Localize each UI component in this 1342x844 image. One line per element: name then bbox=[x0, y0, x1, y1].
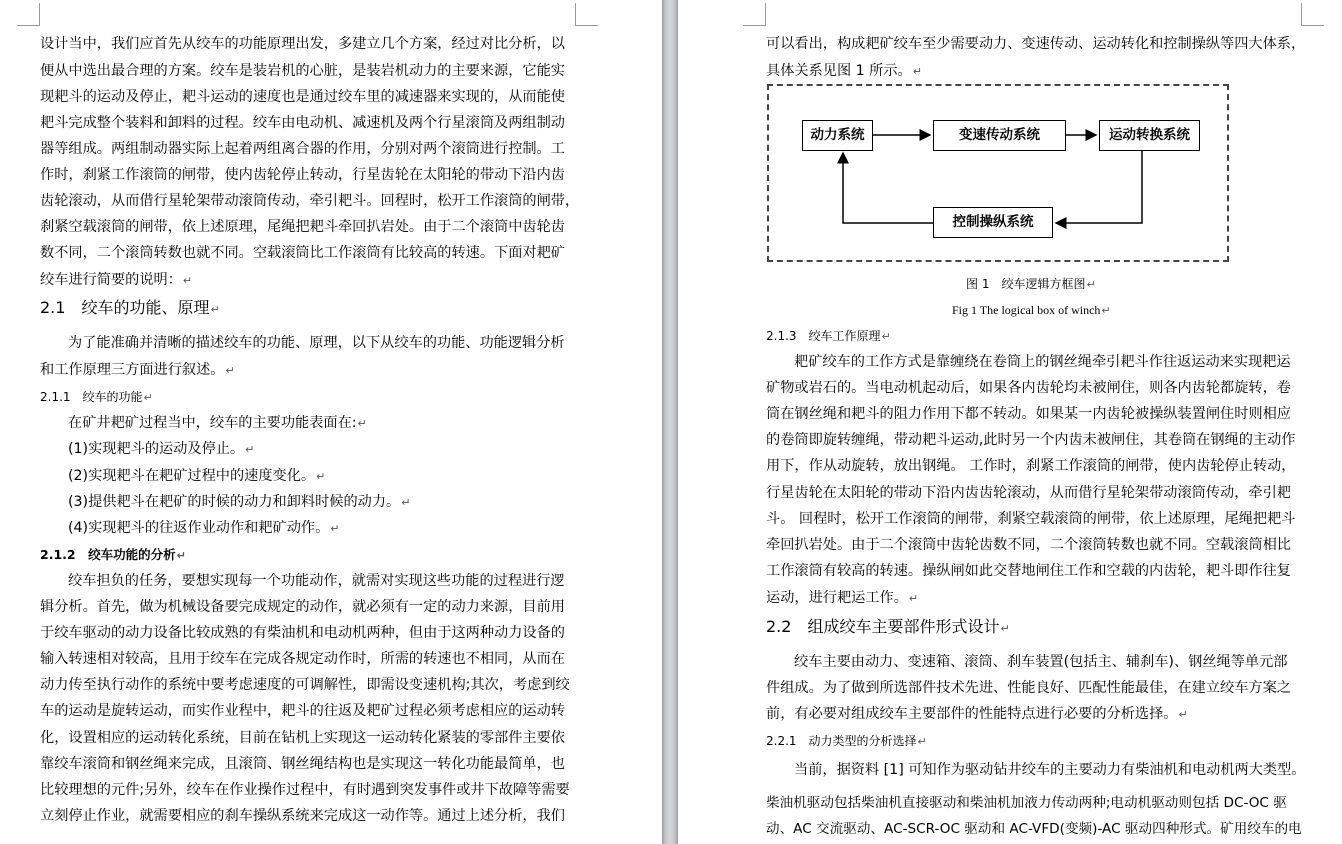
subsection-heading: 2.1.2 绞车功能的分析↵ bbox=[40, 547, 186, 562]
body-text-line: 绞车担负的任务，要想实现每一个功能动作，就需对实现这些功能的过程进行逻 bbox=[68, 573, 565, 589]
page-corner-mark bbox=[1301, 3, 1324, 26]
body-text-line: 可以看出，构成耙矿绞车至少需要动力、变速传动、运动转化和控制操纵等四大体系， bbox=[766, 36, 1306, 52]
body-text-line: 牵回扒岩处。由于二个滚筒中齿轮齿数不同，二个滚筒转数也就不同。空载滚筒相比 bbox=[766, 537, 1291, 553]
body-text-line: 化，设置相应的运动转化系统，目前在钻机上实现这一运动转化紧装的零部件主要依 bbox=[40, 730, 565, 746]
logic-block-diagram bbox=[767, 84, 1229, 262]
body-text-line: 耙矿绞车的工作方式是靠缠绕在卷筒上的钢丝绳牵引耙斗作往返运动来实现耙运 bbox=[794, 354, 1291, 370]
page-corner-mark bbox=[743, 3, 766, 26]
section-heading: 2.2 组成绞车主要部件形式设计↵ bbox=[766, 617, 1010, 636]
body-text-line: 和工作原理三方面进行叙述。↵ bbox=[40, 362, 235, 378]
body-text-line: 柴油机驱动包括柴油机直接驱动和柴油机加液力传动两种;电动机驱动则包括 DC-OC 驱 bbox=[766, 795, 1287, 811]
body-text-line: 筒在钢丝绳和耙斗的阻力作用下都不转动。如果某一内齿轮被操纵装置闸住时则相应 bbox=[766, 406, 1291, 422]
box-transmission-system: 变速传动系统 bbox=[933, 120, 1066, 151]
body-text-line: 件组成。为了做到所选部件技术先进、性能良好、匹配性能最佳，在建立绞车方案之 bbox=[766, 680, 1291, 696]
body-text-line: 运动，进行耙运工作。↵ bbox=[766, 590, 919, 606]
list-item: (2)实现耙斗在耙矿过程中的速度变化。↵ bbox=[68, 468, 326, 484]
body-text-line: 设计当中，我们应首先从绞车的功能原理出发，多建立几个方案，经过对比分析，以 bbox=[40, 36, 565, 52]
body-text-line: 辑分析。首先，做为机械设备要完成规定的动作，就必须有一定的动力来源，目前用 bbox=[40, 599, 565, 615]
list-item: (4)实现耙斗的往返作业动作和耙矿动作。↵ bbox=[68, 520, 340, 536]
document-page-left bbox=[0, 0, 662, 844]
body-text-line: 工作滚筒有较高的转速。操纵闸如此交替地闸住工作和空载的内齿轮，耙斗即作往复 bbox=[766, 563, 1291, 579]
body-text-line: 于绞车驱动的动力设备比较成熟的有柴油机和电动机两种，但由于这两种动力设备的 bbox=[40, 625, 565, 641]
body-text-line: 具体关系见图 1 所示。↵ bbox=[766, 63, 922, 79]
body-text-line: 便从中选出最合理的方案。绞车是装岩机的心脏，是装岩机动力的主要来源，它能实 bbox=[40, 63, 565, 79]
body-text-line: 绞车主要由动力、变速箱、滚筒、刹车装置(包括主、辅刹车)、钢丝绳等单元部 bbox=[794, 654, 1288, 670]
body-text-line: 当前，据资料 [1] 可知作为驱动钻井绞车的主要动力有柴油机和电动机两大类型。 bbox=[794, 762, 1306, 778]
page-corner-mark bbox=[575, 3, 598, 26]
body-text-line: 前，有必要对组成绞车主要部件的性能特点进行必要的分析选择。↵ bbox=[766, 706, 1188, 722]
body-text-line: 行星齿轮在太阳轮的带动下沿内齿齿轮滚动，从而借行星轮架带动滚筒传动，牵引耙 bbox=[766, 485, 1291, 501]
body-text-line: 斗。 回程时，松开工作滚筒的闸带，刹紧空载滚筒的闸带，依上述原理，尾绳把耙斗 bbox=[766, 511, 1296, 527]
list-item: (3)提供耙斗在耙矿的时候的动力和卸料时候的动力。↵ bbox=[68, 494, 411, 510]
body-text-line: 立刻停止作业，就需要相应的刹车操纵系统来完成这一动作等。通过上述分析，我们 bbox=[40, 808, 565, 824]
body-text-line: 刹紧空载滚筒的闸带，依上述原理，尾绳把耙斗牵回扒岩处。由于二个滚筒中齿轮齿 bbox=[40, 219, 565, 235]
body-text-line: 绞车进行简要的说明：↵ bbox=[40, 272, 193, 288]
body-text-line: 动力传至执行动作的系统中要考虑速度的可调解性，即需设变速机构;其次，考虑到绞 bbox=[40, 677, 570, 693]
page-corner-mark bbox=[17, 3, 40, 26]
list-item: (1)实现耙斗的运动及停止。↵ bbox=[68, 441, 255, 457]
body-text-line: 作时，刹紧工作滚筒的闸带，使内齿轮停止转动，行星齿轮在太阳轮的带动下沿内齿 bbox=[40, 167, 565, 183]
body-text-line: 用下，作从动旋转，放出钢绳。 工作时，刹紧工作滚筒的闸带，使内齿轮停止转动， bbox=[766, 458, 1296, 474]
subsection-heading: 2.1.3 绞车工作原理↵ bbox=[766, 329, 891, 343]
body-text-line: 输入转速相对较高，且用于绞车在完成各规定动作时，所需的转速也不相同，从而在 bbox=[40, 651, 565, 667]
body-text-line: 比较理想的元件;另外，绞车在作业操作过程中，有时遇到突发事件或井下故障等需要 bbox=[40, 782, 570, 798]
body-text-line: 动、AC 交流驱动、AC-SCR-OC 驱动和 AC-VFD(变频)-AC 驱动四种形式。矿用绞车的电 bbox=[766, 821, 1302, 837]
body-text-line: 在矿井耙矿过程当中，绞车的主要功能表面在:↵ bbox=[68, 415, 367, 431]
body-text-line: 矿物或岩石的。当电动机起动后，如果各内齿轮均未被闸住，则各内齿轮都旋转，卷 bbox=[766, 380, 1291, 396]
body-text-line: 靠绞车滚筒和钢丝绳来完成，且滚筒、钢丝绳结构也是实现这一转化功能最简单，也 bbox=[40, 756, 565, 772]
arrow-motion-to-control bbox=[1056, 150, 1142, 223]
section-heading: 2.1 绞车的功能、原理↵ bbox=[40, 298, 220, 317]
body-text-line: 器等组成。两组制动器实际上起着两组离合器的作用，分别对两个滚筒进行控制。工 bbox=[40, 141, 565, 157]
arrow-control-to-power bbox=[843, 153, 933, 223]
page-gutter bbox=[662, 0, 678, 844]
body-text-line: 耙斗完成整个装料和卸料的过程。绞车由电动机、减速机及两个行星滚筒及两组制动 bbox=[40, 115, 565, 131]
body-text-line: 现耙斗的运动及停止，耙斗运动的速度也是通过绞车里的减速器来实现的，从而能使 bbox=[40, 89, 565, 105]
box-motion-conversion-system: 运动转换系统 bbox=[1099, 120, 1200, 151]
subsection-heading: 2.2.1 动力类型的分析选择↵ bbox=[766, 734, 927, 748]
body-text-line: 数不同，二个滚筒转数也就不同。空载滚筒比工作滚筒有比较高的转速。下面对耙矿 bbox=[40, 245, 565, 261]
figure-caption-en: Fig 1 The logical box of winch↵ bbox=[952, 303, 1111, 317]
subsection-heading: 2.1.1 绞车的功能↵ bbox=[40, 390, 153, 404]
box-power-system: 动力系统 bbox=[802, 120, 873, 151]
figure-caption-cn: 图 1 绞车逻辑方框图↵ bbox=[966, 277, 1096, 291]
box-control-system: 控制操纵系统 bbox=[933, 207, 1053, 238]
body-text-line: 为了能准确并清晰的描述绞车的功能、原理，以下从绞车的功能、功能逻辑分析 bbox=[68, 335, 565, 351]
body-text-line: 车的运动是旋转运动，而实作业程中，耙斗的往返及耙矿过程必须考虑相应的运动转 bbox=[40, 703, 565, 719]
body-text-line: 的卷筒即旋转缠绳，带动耙斗运动,此时另一个内齿未被闸住，其卷筒在钢绳的主动作 bbox=[766, 432, 1296, 448]
body-text-line: 齿轮滚动，从而借行星轮架带动滚筒传动，牵引耙斗。回程时，松开工作滚筒的闸带， bbox=[40, 193, 580, 209]
